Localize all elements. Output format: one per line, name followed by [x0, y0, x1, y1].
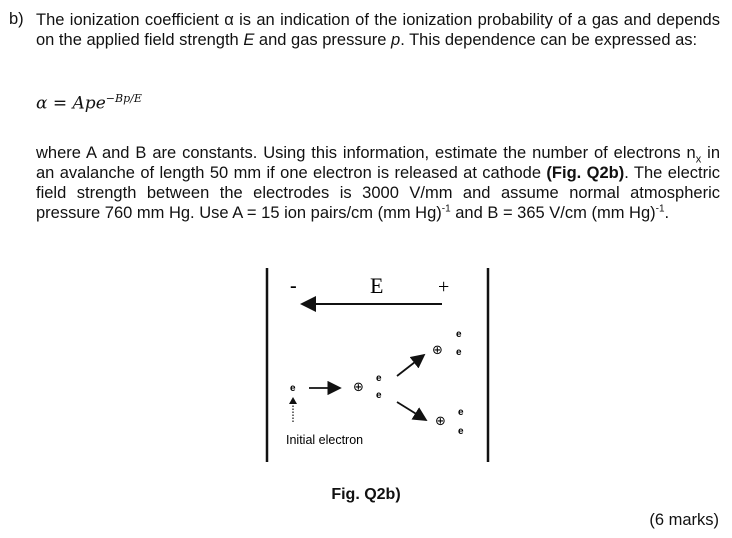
minus-sign: -: [290, 275, 297, 297]
positive-ion-2: ⊕: [432, 343, 443, 358]
electron-1b: e: [376, 390, 382, 401]
plus-sign: +: [438, 276, 450, 298]
electron-2b: e: [456, 347, 462, 358]
positive-ion-1: ⊕: [353, 380, 364, 395]
arrow-upper-branch: [397, 355, 424, 376]
initial-electron-label: Initial electron: [286, 433, 364, 447]
electron-3b: e: [458, 426, 464, 437]
question-label: b): [9, 10, 24, 28]
positive-ion-3: ⊕: [435, 414, 446, 429]
field-label: E: [370, 273, 384, 298]
marks: (6 marks): [649, 511, 719, 529]
electron-3a: e: [458, 407, 464, 418]
electron-2a: e: [456, 329, 462, 340]
figure-caption: Fig. Q2b): [331, 486, 401, 503]
question-paragraph-2: where A and B are constants. Using this information, estimate the number of electrons $n_x$ in an avalanche of length 50 mm if one electron is released at cathode (Fig. Q2b). The electric field strength between the electrodes is 3000 V/mm and assume normal atmospheric pressure 760 mm Hg. Use A = 15 ion pairs/cm (mm Hg)$^{-1}$ and B = 365 V/cm (mm Hg)$^{-1}$.: [36, 144, 721, 222]
electron-1a: e: [376, 373, 382, 384]
arrow-lower-branch: [397, 402, 426, 420]
equation: α = Apе$^{-Bp/E}$: [36, 92, 142, 114]
initial-electron: e: [290, 383, 296, 394]
figure-reference: (Fig. Q2b): [546, 164, 625, 182]
question-paragraph-1: The ionization coefficient α is an indication of the ionization probability of a gas and depends on the applied field strength E and gas pressure p. This dependence can be expressed as:: [36, 11, 720, 49]
